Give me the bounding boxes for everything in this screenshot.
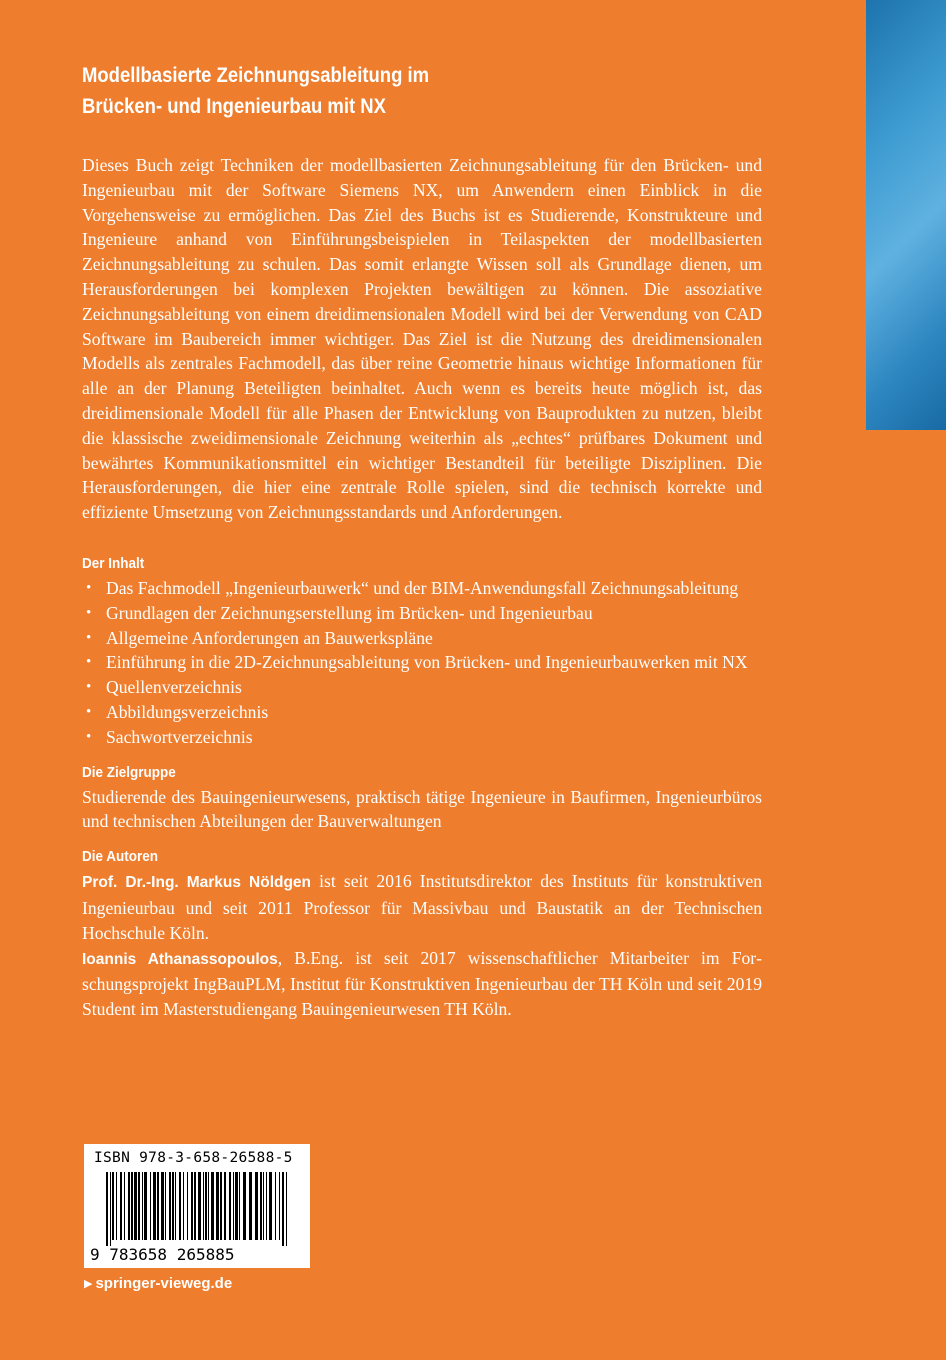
barcode-bar	[205, 1172, 207, 1240]
barcode-bar	[175, 1172, 176, 1240]
barcode-bar	[266, 1172, 267, 1240]
barcode-bar	[279, 1172, 280, 1240]
barcode-bar	[138, 1172, 140, 1240]
barcode-bar	[161, 1172, 164, 1240]
blue-accent-strip	[866, 0, 946, 430]
list-item: • Allgemeine Anforderungen an Bauwerkspläne	[82, 626, 762, 651]
list-item: • Grundlagen der Zeichnungserstellung im Brücken- und Ingenieurbau	[82, 601, 762, 626]
book-title	[82, 60, 680, 122]
barcode-bar	[191, 1172, 193, 1240]
barcode-bar	[120, 1172, 122, 1240]
barcode-bar	[153, 1172, 156, 1240]
barcode-bar	[194, 1172, 196, 1240]
barcode-bar	[216, 1172, 219, 1240]
author-1-text: ist seit 2016 Institutsdirektor des Instituts für konstruktiven Ingenieurbau und seit 2011 Professor für Massivbau und Baustatik an der Technischen Hochschule Köln.	[82, 871, 762, 943]
author-1-bio	[82, 869, 762, 945]
barcode-bar	[157, 1172, 159, 1240]
barcode-bar	[255, 1172, 258, 1240]
list-item: • Sachwortverzeichnis	[82, 725, 762, 750]
barcode-bar	[260, 1172, 262, 1240]
barcode-bar	[263, 1172, 264, 1240]
barcode-bar	[208, 1172, 209, 1240]
barcode-bar	[235, 1172, 238, 1240]
barcode-bar	[116, 1172, 117, 1240]
barcode-bar	[229, 1172, 231, 1240]
barcode-bar	[150, 1172, 151, 1240]
barcode-bar	[183, 1172, 184, 1240]
intro-paragraph: Dieses Buch zeigt Techniken der modellbasierten Zeichnungsableitung für den Brücken- und Ingenieurbau mit der Software Siemens NX, um Anwendern einen Einblick in die Vorgehensweise zu ermöglichen. Das Ziel des Buchs ist es Studierende, Konstrukteure und Ingenieure anhand von Einführungsbeispielen in Teilaspekten der modellbasierten Zeichnungsableitung zu schulen. Das somit erlangte Wissen soll als Grundlage dienen, um Herausforderungen bei komplexen Projekten bewältigen zu können. Die assoziative Zeichnungsableitung von einem dreidimensionalen Modell wird bei der Verwendung von CAD Software im Baubereich immer wichtiger. Das Ziel ist die Nutzung des dreidimensionalen Modells als zentrales Fachmodell, das über reine Geometrie hinaus wichtige Informationen für alle an der Planung Beteiligten beinhaltet. Auch wenn es bereits heute möglich ist, das dreidimensionale Modell für alle Phasen der Entwicklung von Bauprodukten zu nutzen, bleibt die klassische zweidimensionale Zeichnung weiterhin als „echtes“ prüfbares Dokument und bewährtes Kommunikationsmittel ein wichtiger Bestandteil für beteiligte Disziplinen. Die Herausforderungen, die hier eine zentrale Rolle spielen, sind die technisch korrekte und effiziente Umsetzung von Zeichnungsstandards und Anforderungen.	[82, 155, 762, 523]
arrow-right-icon: ▶	[84, 1278, 93, 1290]
barcode-bar	[187, 1172, 188, 1240]
barcode-bar	[172, 1172, 174, 1240]
author-1-name: Prof. Dr.-Ing. Markus Nöldgen	[82, 874, 312, 892]
barcode-bar	[224, 1172, 226, 1240]
barcode-bar	[233, 1172, 234, 1240]
barcode-bars	[84, 1172, 310, 1246]
list-item: • Quellenverzeichnis	[82, 675, 762, 700]
barcode-bar	[249, 1172, 252, 1240]
barcode-bar	[165, 1172, 166, 1240]
book-title-line-1: Modellbasierte Zeichnungsableitung im	[82, 64, 430, 87]
barcode-bar	[169, 1172, 171, 1240]
zielgruppe-text: Studierende des Bauingenieurwesens, praktisch tätige Ingenieure in Baufirmen, Ingenieurbüros und technischen Abteilungen der Bauverwaltungen	[82, 786, 762, 832]
book-title-line-2: Brücken- und Ingenieurbau mit NX	[82, 95, 386, 118]
barcode-bar	[220, 1172, 222, 1240]
barcode-bar	[112, 1172, 114, 1240]
list-item: • Einführung in die 2D-Zeichnungsableitung von Brücken- und Ingenieurbauwerken mit NX	[82, 650, 762, 675]
barcode-bar	[131, 1172, 133, 1240]
autoren-heading: Die Autoren	[82, 848, 159, 866]
barcode-digits: 9 783658 265885	[90, 1245, 235, 1264]
author-2-text: , B.Eng. ist seit 2017 wissenschaftlicher Mitarbeiter im Forschungsprojekt IngBauPLM, Institut für Konstruktiven Ingenieurbau der TH Köln und seit 2019 Student im Masterstudiengang Bauingenieurwesen TH Köln.	[82, 947, 762, 1020]
zielgruppe-heading: Die Zielgruppe	[82, 763, 176, 781]
barcode-bar	[106, 1172, 108, 1246]
inhalt-list	[82, 576, 762, 750]
barcode-bar	[243, 1172, 246, 1240]
list-item: • Abbildungsverzeichnis	[82, 700, 762, 725]
isbn-label: ISBN 978-3-658-26588-5	[94, 1150, 293, 1166]
barcode-bar	[179, 1172, 181, 1240]
back-cover-content	[82, 60, 762, 1022]
barcode-bar	[286, 1172, 287, 1246]
barcode-bar	[110, 1172, 111, 1246]
barcode-bar	[142, 1172, 143, 1240]
author-2-bio	[82, 946, 762, 1022]
barcode-bar	[239, 1172, 240, 1240]
publisher-link[interactable]	[84, 1275, 232, 1292]
barcode-bar	[144, 1172, 147, 1240]
barcode-bar	[124, 1172, 125, 1240]
barcode-bar	[211, 1172, 214, 1240]
barcode-bar	[128, 1172, 130, 1240]
barcode-bar	[134, 1172, 137, 1240]
list-item: • Das Fachmodell „Ingenieurbauwerk“ und der BIM-Anwendungsfall Zeichnungsableitung	[82, 576, 762, 601]
barcode-bar	[269, 1172, 272, 1240]
inhalt-heading: Der Inhalt	[82, 554, 145, 572]
barcode-bar	[203, 1172, 204, 1240]
author-2-name: Ioannis Athanassopoulos	[82, 950, 278, 968]
barcode-bar	[198, 1172, 201, 1240]
barcode-bar	[275, 1172, 276, 1240]
isbn-barcode	[84, 1144, 310, 1268]
barcode-bar	[282, 1172, 284, 1246]
publisher-url: springer-vieweg.de	[95, 1275, 233, 1292]
